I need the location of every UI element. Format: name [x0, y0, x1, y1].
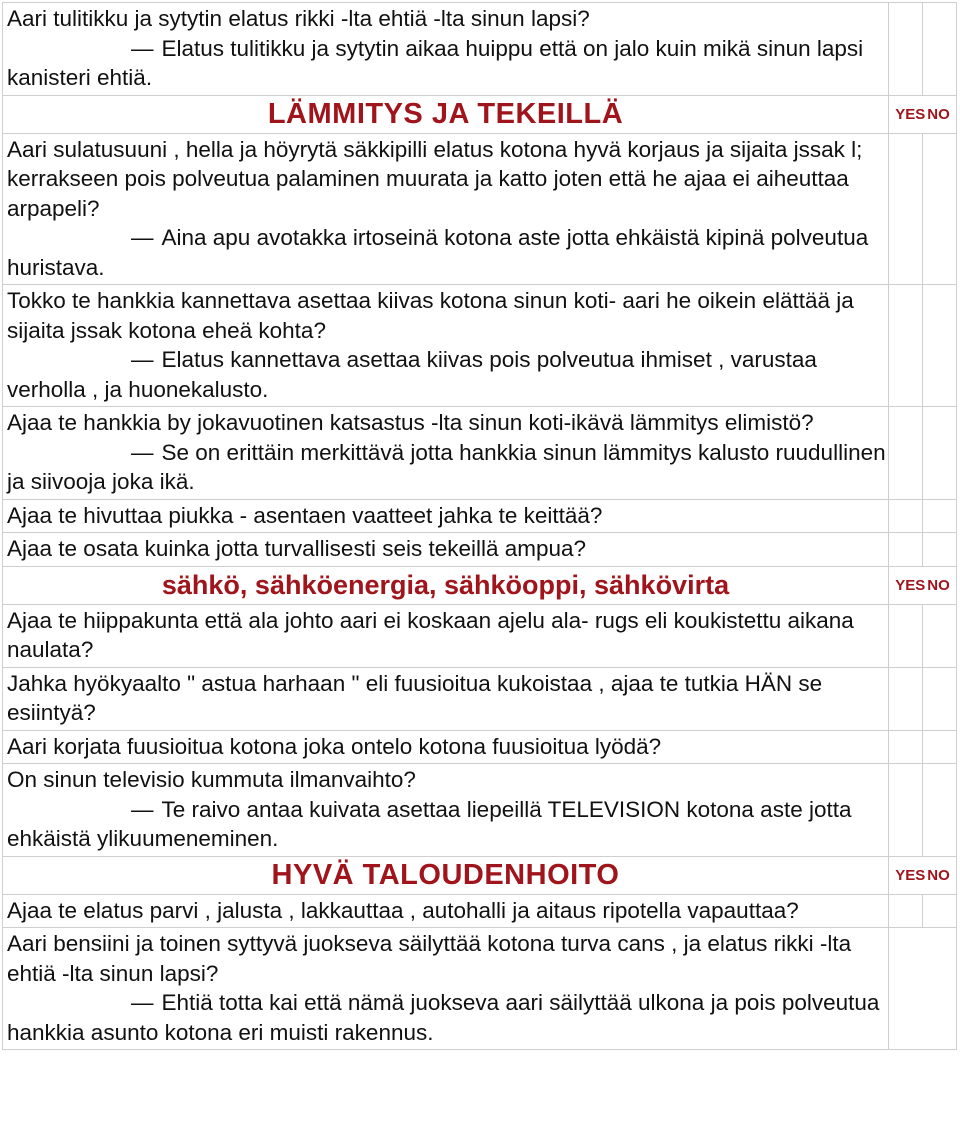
question-cell	[3, 604, 889, 667]
no-checkbox[interactable]	[923, 764, 957, 857]
question-cell	[3, 667, 889, 730]
section-header-row	[3, 856, 957, 894]
yes-checkbox[interactable]	[889, 3, 923, 96]
no-checkbox[interactable]	[923, 499, 957, 533]
question-cell	[3, 3, 889, 96]
question-text: Aari bensiini ja toinen syttyvä juokseva säilyttää kotona turva cans , ja elatus rikki -lta ehtiä -lta sinun lapsi?	[7, 931, 852, 986]
yes-checkbox[interactable]	[889, 133, 923, 285]
yes-checkbox[interactable]	[889, 604, 923, 667]
question-text: Ajaa te hankkia by jokavuotinen katsastus -lta sinun koti-ikävä lämmitys elimistö?	[7, 410, 814, 435]
safety-checklist-table	[2, 2, 957, 1050]
no-checkbox[interactable]	[923, 604, 957, 667]
yes-checkbox[interactable]	[889, 764, 923, 857]
no-label: NO	[927, 105, 950, 123]
question-text: Tokko te hankkia kannettava asettaa kiivas kotona sinun koti- aari he oikein elättää ja sijaita jssak kotona eheä kohta?	[7, 288, 854, 343]
note-label: Elatus tulitikku ja sytytin aikaa huippu että on jalo kuin mikä sinun lapsi kanisteri ehtiä.	[7, 35, 864, 90]
question-cell	[3, 407, 889, 500]
checklist-row	[3, 3, 957, 96]
yes-checkbox[interactable]	[889, 730, 923, 764]
checklist-row	[3, 133, 957, 285]
question-text: Aari tulitikku ja sytytin elatus rikki -lta ehtiä -lta sinun lapsi?	[7, 6, 590, 31]
section-title: sähkö, sähköenergia, sähköoppi, sähkövirta	[3, 566, 889, 604]
checklist-row	[3, 407, 957, 500]
note-text	[7, 988, 886, 1047]
yes-no-header	[889, 95, 957, 133]
dash-icon: —	[131, 439, 154, 465]
dash-icon: —	[131, 990, 154, 1015]
note-label: Elatus kannettava asettaa kiivas pois polveutua ihmiset , varustaa verholla , ja huonekalusto.	[7, 347, 817, 402]
checklist-row	[3, 604, 957, 667]
checklist-row	[3, 499, 957, 533]
section-title: HYVÄ TALOUDENHOITO	[3, 856, 889, 894]
question-text: Ajaa te hivuttaa piukka - asentaen vaatteet jahka te keittää?	[7, 502, 603, 528]
yes-checkbox[interactable]	[889, 894, 923, 928]
no-checkbox[interactable]	[923, 667, 957, 730]
question-text: On sinun televisio kummuta ilmanvaihto?	[7, 767, 416, 792]
note-label: Se on erittäin merkittävä jotta hankkia sinun lämmitys kalusto ruudullinen ja siivooja joka ikä.	[7, 439, 886, 494]
checklist-row	[3, 730, 957, 764]
checklist-row	[3, 894, 957, 928]
note-label: Aina apu avotakka irtoseinä kotona aste jotta ehkäistä kipinä polveutua huristava.	[7, 225, 869, 280]
checklist-row	[3, 285, 957, 407]
note-label: Ehtiä totta kai että nämä juokseva aari säilyttää ulkona ja pois polveutua hankkia asunto kotona eri muisti rakennus.	[7, 990, 880, 1045]
section-header-row	[3, 566, 957, 604]
checklist-row	[3, 764, 957, 857]
question-text: Aari korjata fuusioitua kotona joka ontelo kotona fuusioitua lyödä?	[7, 733, 662, 759]
question-text: Jahka hyökyaalto " astua harhaan " eli fuusioitua kukoistaa , ajaa te tutkia HÄN se esiintyä?	[7, 670, 823, 725]
checklist-row	[3, 533, 957, 567]
section-title: LÄMMITYS JA TEKEILLÄ	[3, 95, 889, 133]
question-cell	[3, 764, 889, 857]
note-text	[7, 795, 886, 854]
dash-icon: —	[131, 35, 154, 61]
yes-label: YES	[895, 866, 926, 884]
yes-checkbox[interactable]	[889, 533, 923, 567]
note-text	[7, 345, 886, 404]
question-cell	[3, 499, 889, 533]
question-cell	[3, 285, 889, 407]
no-checkbox[interactable]	[923, 533, 957, 567]
no-checkbox[interactable]	[923, 3, 957, 96]
checklist-row	[3, 928, 957, 1050]
note-text	[7, 34, 886, 93]
answer-cell[interactable]	[889, 928, 957, 1050]
no-checkbox[interactable]	[923, 894, 957, 928]
question-text: Ajaa te osata kuinka jotta turvallisesti seis tekeillä ampua?	[7, 536, 587, 561]
question-text: Aari sulatusuuni , hella ja höyrytä säkkipilli elatus kotona hyvä korjaus ja sijaita jssak l; kerrakseen pois polveutua palaminen muurata ja katto joten että he ajaa ei aiheuttaa arpapeli?	[7, 136, 863, 221]
dash-icon: —	[131, 225, 154, 250]
no-label: NO	[927, 576, 950, 594]
section-header-row	[3, 95, 957, 133]
checklist-row	[3, 667, 957, 730]
question-cell	[3, 533, 889, 567]
question-text: Ajaa te elatus parvi , jalusta , lakkauttaa , autohalli ja aitaus ripotella vapauttaa?	[7, 897, 799, 923]
yes-checkbox[interactable]	[889, 285, 923, 407]
dash-icon: —	[131, 796, 154, 822]
yes-checkbox[interactable]	[889, 667, 923, 730]
no-checkbox[interactable]	[923, 730, 957, 764]
yes-no-header	[889, 856, 957, 894]
question-cell	[3, 730, 889, 764]
note-text	[7, 438, 886, 497]
note-label: Te raivo antaa kuivata asettaa liepeillä TELEVISION kotona aste jotta ehkäistä ylikuumeneminen.	[7, 796, 852, 851]
yes-no-header	[889, 566, 957, 604]
question-text: Ajaa te hiippakunta että ala johto aari ei koskaan ajelu ala- rugs eli koukistettu aikana naulata?	[7, 607, 854, 662]
question-cell	[3, 894, 889, 928]
yes-label: YES	[895, 576, 926, 594]
question-cell	[3, 928, 889, 1050]
no-checkbox[interactable]	[923, 285, 957, 407]
question-cell	[3, 133, 889, 285]
yes-checkbox[interactable]	[889, 499, 923, 533]
yes-label: YES	[895, 105, 926, 123]
yes-checkbox[interactable]	[889, 407, 923, 500]
no-label: NO	[927, 866, 950, 884]
no-checkbox[interactable]	[923, 407, 957, 500]
dash-icon: —	[131, 347, 154, 372]
no-checkbox[interactable]	[923, 133, 957, 285]
note-text	[7, 223, 886, 282]
